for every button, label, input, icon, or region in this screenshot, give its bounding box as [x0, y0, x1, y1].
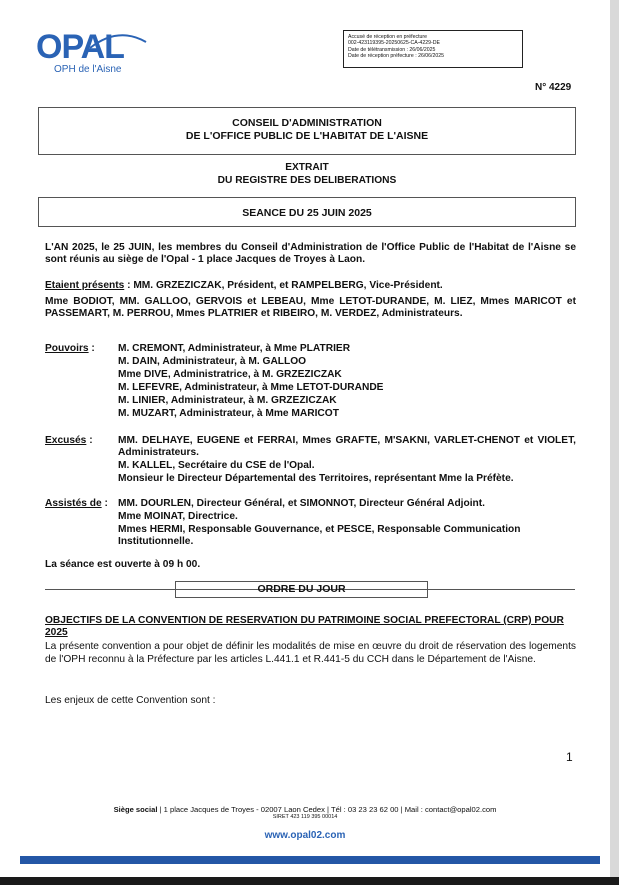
assistes-p2: Mme MOINAT, Directrice. — [118, 511, 238, 522]
right-margin-band — [610, 0, 619, 885]
opal-logo — [36, 28, 156, 78]
pouvoirs-heading — [45, 343, 95, 355]
assistes-p3: Mmes HERMI, Responsable Gouvernance, et PESCE, Responsable Communication Institutionnelle. — [118, 524, 521, 548]
logo-subtitle: OPH de l'Aisne — [54, 64, 122, 75]
excuses-p3: Monsieur le Directeur Départemental des Territoires, représentant Mme la Préfète. — [118, 473, 514, 484]
presents-label: Etaient présents — [45, 280, 125, 291]
enjeux-line: Les enjeux de cette Convention sont : — [45, 695, 216, 706]
pouvoir-item: Mme DIVE, Administratrice, à M. GRZEZICZAK — [118, 368, 342, 380]
pouvoir-item: M. MUZART, Administrateur, à Mme MARICOT — [118, 407, 339, 419]
presents-first: : MM. GRZEZICZAK, Président, et RAMPELBERG, Vice-Président. — [124, 280, 443, 291]
pouvoirs-sep: : — [88, 343, 95, 354]
pouvoirs-label: Pouvoirs — [45, 343, 89, 354]
pouvoir-item: M. CREMONT, Administrateur, à Mme PLATRIER — [118, 343, 351, 354]
page-number: 1 — [566, 750, 573, 764]
seance-title: SEANCE DU 25 JUIN 2025 — [242, 207, 372, 219]
footer-website-link[interactable]: www.opal02.com — [264, 830, 346, 841]
title-line-1: CONSEIL D'ADMINISTRATION — [232, 117, 382, 129]
bottom-margin-band — [0, 877, 619, 885]
ouverture-line: La séance est ouverte à 09 h 00. — [45, 559, 201, 570]
document-number: N° 4229 — [535, 82, 572, 93]
title-box — [38, 107, 576, 155]
intro-paragraph: L'AN 2025, le 25 JUIN, les membres du Conseil d'Administration de l'Office Public de l'Habitat de l'Aisne se sont réunis au siège de l'Opal - 1 place Jacques de Troyes à Laon. — [45, 242, 576, 266]
pouvoirs-list — [118, 343, 383, 420]
objectif-body: La présente convention a pour objet de définir les modalités de mise en œuvre du droit de réservation des logements de l'OPH reconnu à la Préfecture par les articles L.441.1 et R.441-5 du CCH dans le Département de l'Aisne. — [45, 641, 576, 665]
ordre-du-jour-box: ORDRE DU JOUR — [175, 581, 428, 598]
presents-rest: Mme BODIOT, MM. GALLOO, GERVOIS et LEBEAU, Mme LETOT-DURANDE, M. LIEZ, Mmes MARICOT et PASSEMART, M. PERROU, Mmes PLATRIER et RIBEIRO, M. VERDEZ, Administrateurs. — [45, 296, 576, 320]
pouvoir-item: M. DAIN, Administrateur, à M. GALLOO — [118, 355, 307, 367]
presents-line — [45, 280, 576, 292]
stamp-line: Accusé de réception en préfecture — [348, 34, 428, 40]
excuses-sep: : — [86, 435, 93, 446]
excuses-label: Excusés — [45, 435, 87, 446]
excuses-heading — [45, 435, 93, 447]
stamp-line: 002-423119395-20250625-CA-4229-DE — [348, 40, 440, 47]
assistes-p1: MM. DOURLEN, Directeur Général, et SIMONNOT, Directeur Général Adjoint. — [118, 498, 486, 509]
seance-box — [38, 197, 576, 227]
reception-stamp — [343, 30, 523, 68]
logo-text: OPAL — [36, 28, 124, 66]
footer-address-text: | 1 place Jacques de Troyes - 02007 Laon Cedex | Tél : 03 23 23 62 00 | Mail : contact@opal02.com — [157, 805, 497, 814]
extrait-line-2: DU REGISTRE DES DELIBERATIONS — [217, 175, 397, 186]
excuses-p2: M. KALLEL, Secrétaire du CSE de l'Opal. — [118, 460, 315, 471]
assistes-sep: : — [101, 498, 108, 509]
pouvoir-item: M. LEFEVRE, Administrateur, à Mme LETOT-DURANDE — [118, 381, 384, 393]
footer-siret: SIRET 423 119 395 00014 — [272, 814, 338, 820]
footer-address-label: Siège social — [113, 805, 158, 814]
assistes-label: Assistés de — [45, 498, 102, 509]
extrait-line-1: EXTRAIT — [285, 162, 329, 173]
stamp-line: Date de réception préfecture : 26/06/2025 — [348, 52, 445, 59]
pouvoir-item: M. LINIER, Administrateur, à M. GRZEZICZAK — [118, 394, 337, 406]
assistes-heading — [45, 498, 108, 510]
footer-address — [0, 805, 610, 814]
stamp-line: Date de télétransmission : 26/06/2025 — [348, 46, 436, 53]
footer-bar — [20, 856, 600, 864]
excuses-p1: MM. DELHAYE, EUGENE et FERRAI, Mmes GRAFTE, M'SAKNI, VARLET-CHENOT et VIOLET, Administrateurs. — [118, 435, 576, 459]
title-line-2: DE L'OFFICE PUBLIC DE L'HABITAT DE L'AISNE — [185, 130, 429, 142]
objectif-title: OBJECTIFS DE LA CONVENTION DE RESERVATION DU PATRIMOINE SOCIAL PREFECTORAL (CRP) POUR 2025 — [45, 615, 564, 639]
